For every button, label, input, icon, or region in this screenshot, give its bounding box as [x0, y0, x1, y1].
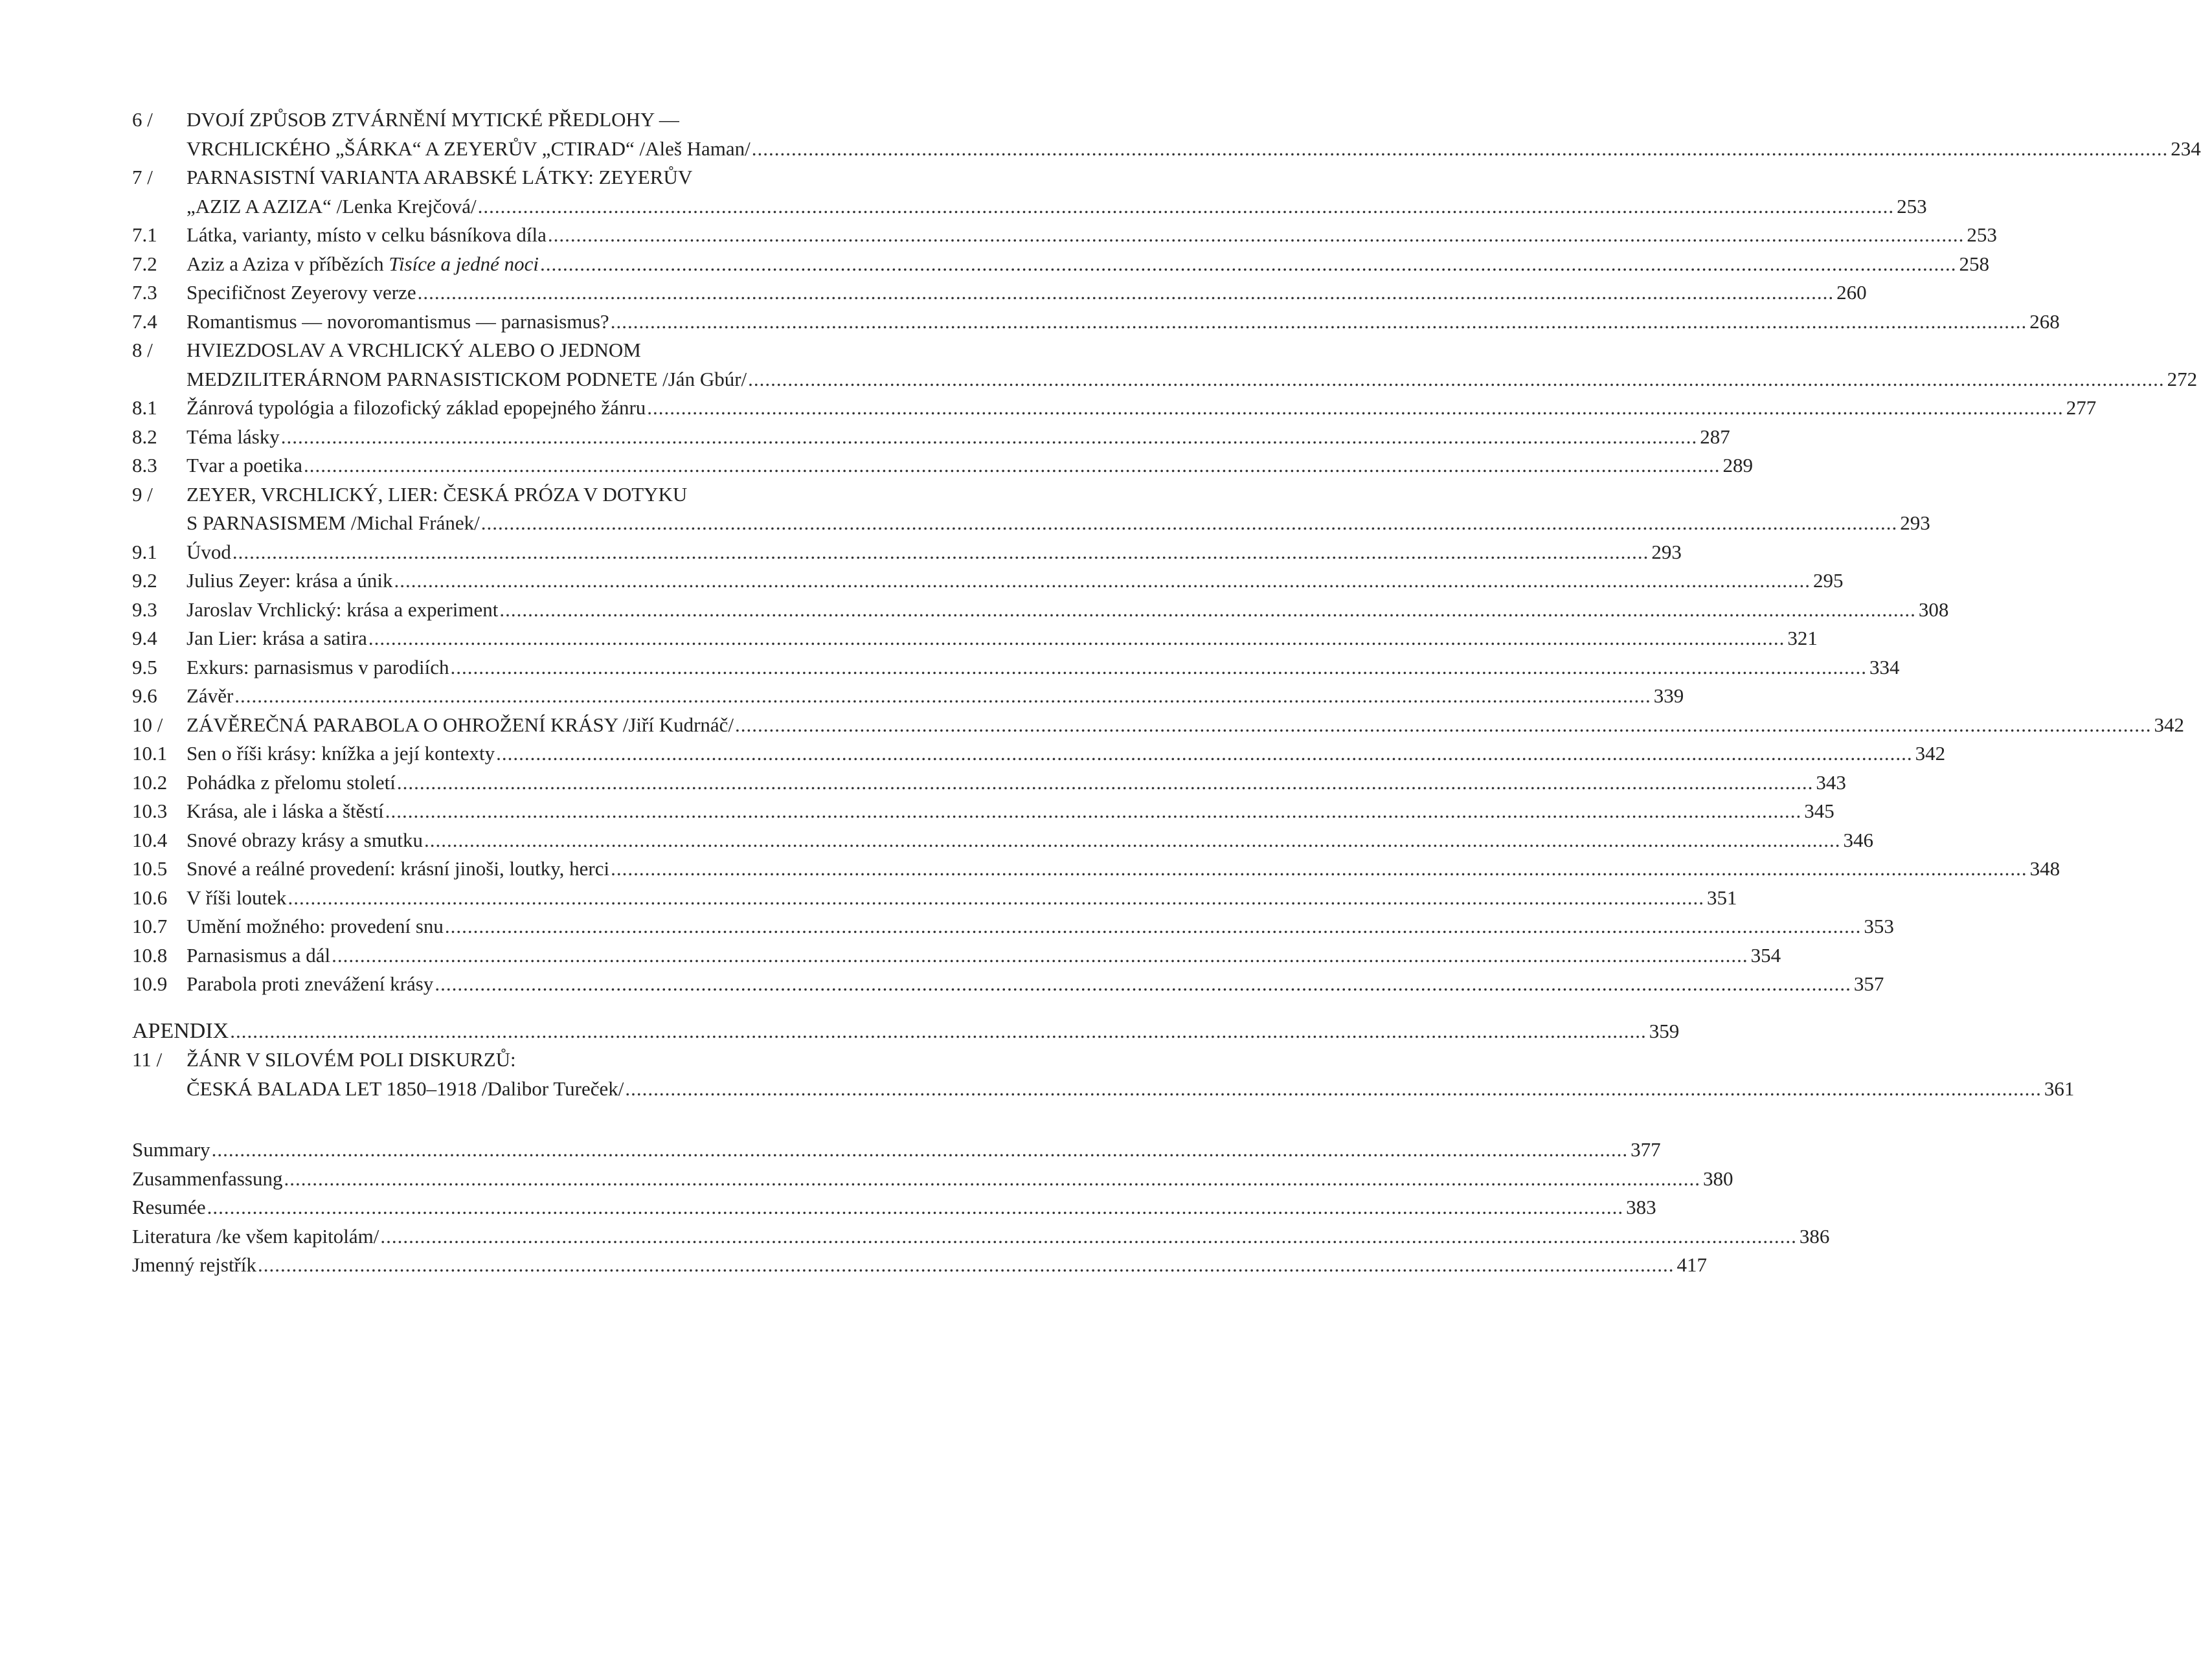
- page-number: 346: [1843, 828, 1874, 851]
- page-number: 343: [1816, 770, 1846, 794]
- dot-leader: [288, 884, 1704, 913]
- entry-title-text: ŽÁNR V SILOVÉM POLI DISKURZŮ:: [186, 1048, 516, 1071]
- entry-title: [186, 739, 495, 768]
- dot-leader: [207, 1193, 1624, 1222]
- entry-title: [186, 106, 679, 135]
- page-number: 321: [1787, 627, 1818, 649]
- entry-title-italic: Tisíce a jedné noci: [389, 252, 539, 275]
- entry-title: [186, 797, 384, 826]
- entry-number: 7.3: [132, 281, 157, 304]
- entry-title: [132, 1165, 282, 1194]
- entry-number: 10.8: [132, 943, 168, 967]
- entry-number: 10.3: [132, 800, 168, 822]
- toc-entry: [132, 1017, 1680, 1046]
- entry-title-text: Snové obrazy krásy a smutku: [186, 828, 423, 851]
- dot-leader: [418, 278, 1834, 308]
- entry-title: [186, 941, 330, 970]
- entry-title-text: Látka, varianty, místo v celku básníkova díla: [186, 223, 547, 246]
- entry-title-text: Parnasismus a dál: [186, 943, 331, 967]
- entry-number: 10.1: [132, 742, 168, 765]
- page-number: 348: [2029, 857, 2060, 880]
- page-number: 342: [1915, 742, 1946, 765]
- page-number: 357: [1853, 972, 1884, 995]
- toc-entry: [132, 797, 1834, 826]
- entry-title: [186, 884, 286, 913]
- dot-leader: [380, 1222, 1797, 1251]
- dot-leader: [445, 912, 1862, 941]
- toc-entry: [132, 250, 1990, 279]
- page-number: 339: [1653, 684, 1684, 707]
- toc-entry: [132, 768, 1846, 798]
- dot-leader: [451, 653, 1868, 682]
- entry-title-text: Jan Lier: krása a satira: [186, 627, 367, 649]
- spacer: [132, 1103, 1040, 1136]
- page-number: 380: [1702, 1167, 1733, 1190]
- page-number: 293: [1900, 511, 1930, 534]
- dot-leader: [212, 1136, 1629, 1165]
- dot-leader: [647, 394, 2064, 423]
- entry-title: [186, 308, 609, 337]
- dot-leader: [234, 682, 1651, 711]
- entry-title-text: Sen o říši krásy: knížka a její kontexty: [186, 742, 495, 765]
- entry-title-text: VRCHLICKÉHO „ŠÁRKA“ A ZEYERŮV „CTIRAD“ /Aleš Haman/: [186, 137, 751, 160]
- entry-title-text: „AZIZ A AZIZA“ /Lenka Krejčová/: [186, 194, 477, 218]
- entry-title: [186, 855, 609, 884]
- entry-title-text: Julius Zeyer: krása a únik: [186, 569, 393, 592]
- entry-title: [186, 250, 539, 279]
- dot-leader: [232, 538, 1649, 567]
- toc-entry: [132, 1136, 1661, 1165]
- entry-number: 8 /: [132, 339, 153, 361]
- entry-title-text: Pohádka z přelomu století: [186, 770, 396, 794]
- entry-number: 9.2: [132, 569, 157, 592]
- entry-title-text: Parabola proti znevážení krásy: [186, 972, 434, 995]
- toc-entry: [132, 451, 1754, 480]
- entry-number: 10.2: [132, 770, 168, 794]
- dot-leader: [230, 1017, 1647, 1046]
- entry-title-text: Závěr: [186, 684, 234, 707]
- entry-title: [186, 711, 734, 740]
- dot-leader: [284, 1165, 1700, 1194]
- entry-title: [186, 826, 423, 855]
- entry-title-text: ČESKÁ BALADA LET 1850–1918 /Dalibor Tureček/: [186, 1077, 624, 1100]
- dot-leader: [748, 365, 2165, 394]
- entry-number: 7.2: [132, 252, 157, 275]
- entry-number: 8.2: [132, 425, 157, 448]
- toc-entry: [132, 308, 2060, 337]
- toc-entry: [132, 884, 1737, 913]
- entry-number: 10 /: [132, 713, 163, 736]
- entry-title-text: Exkurs: parnasismus v parodiích: [186, 655, 449, 678]
- entry-title: [186, 423, 280, 452]
- entry-title-text: Aziz a Aziza v příbězích: [186, 252, 389, 275]
- dot-leader: [397, 768, 1814, 798]
- page-number: 234: [2171, 137, 2201, 160]
- entry-number: 7.4: [132, 309, 157, 333]
- entry-number: 9.4: [132, 627, 157, 649]
- dot-leader: [435, 970, 1851, 999]
- entry-title-text: APENDIX: [132, 1018, 229, 1043]
- toc-entry: [132, 941, 1781, 970]
- toc-entry: [132, 1222, 1830, 1251]
- spacer: [132, 999, 1040, 1017]
- entry-title: [186, 394, 646, 423]
- entry-title-text: Krása, ale i láska a štěstí: [186, 800, 384, 822]
- entry-number: 10.5: [132, 857, 168, 880]
- toc-entry: [132, 106, 1040, 135]
- toc-entry: [132, 509, 1930, 538]
- entry-title: [186, 480, 687, 510]
- entry-title-text: V říši loutek: [186, 886, 287, 909]
- toc-entry: [132, 278, 1867, 308]
- dot-leader: [611, 308, 2027, 337]
- page-number: 253: [1967, 223, 1997, 246]
- page-number: 293: [1651, 540, 1682, 563]
- toc-entry: [132, 1046, 1040, 1075]
- entry-number: 10.7: [132, 915, 168, 937]
- entry-number: 11 /: [132, 1048, 163, 1071]
- entry-title: [186, 1075, 624, 1104]
- page-number: 361: [2044, 1077, 2075, 1100]
- toc-entry: [132, 538, 1682, 567]
- dot-leader: [258, 1251, 1675, 1280]
- toc-chapter-list: [132, 106, 2201, 999]
- toc-entry: [132, 336, 1040, 365]
- dot-leader: [478, 192, 1895, 221]
- entry-number: 10.6: [132, 886, 168, 909]
- page-number: 353: [1864, 915, 1894, 937]
- page-number: 351: [1706, 886, 1737, 909]
- entry-number: 10.9: [132, 972, 168, 995]
- entry-title: [186, 509, 480, 538]
- entry-title: [132, 1017, 229, 1046]
- dot-leader: [611, 855, 2027, 884]
- dot-leader: [735, 711, 2152, 740]
- toc-back-matter-list: [132, 1136, 1830, 1280]
- toc-entry: [132, 596, 1949, 625]
- toc-entry: [132, 739, 1946, 768]
- dot-leader: [499, 596, 1916, 625]
- entry-title: [186, 912, 444, 941]
- toc-entry: [132, 682, 1684, 711]
- toc-entry: [132, 192, 1927, 221]
- entry-title-text: Jmenný rejstřík: [132, 1253, 256, 1276]
- dot-leader: [548, 221, 1965, 250]
- entry-title-text: Umění možného: provedení snu: [186, 915, 444, 937]
- page-number: 272: [2167, 367, 2198, 390]
- page-number: 289: [1722, 454, 1754, 476]
- entry-number: 7 /: [132, 166, 153, 188]
- entry-title-text: Tvar a poetika: [186, 454, 303, 476]
- entry-title: [186, 768, 396, 798]
- dot-leader: [496, 739, 1913, 768]
- entry-title: [186, 624, 367, 653]
- dot-leader: [424, 826, 1841, 855]
- entry-title-text: Specifičnost Zeyerovy verze: [186, 281, 416, 304]
- dot-leader: [394, 566, 1811, 596]
- page-number: 383: [1626, 1196, 1656, 1218]
- entry-title-text: Téma lásky: [186, 425, 280, 448]
- page-number: 386: [1799, 1224, 1830, 1248]
- entry-title-text: DVOJÍ ZPŮSOB ZTVÁRNĚNÍ MYTICKÉ PŘEDLOHY —: [186, 108, 679, 131]
- entry-title: [186, 970, 433, 999]
- toc-entry: [132, 1251, 1707, 1280]
- entry-title-text: Romantismus — novoromantismus — parnasismus?: [186, 309, 609, 333]
- dot-leader: [304, 451, 1721, 480]
- dot-leader: [368, 624, 1785, 653]
- toc-entry: [132, 970, 1884, 999]
- page-number: 308: [1918, 598, 1949, 621]
- toc-appendix-list: [132, 1046, 2075, 1103]
- page-number: 359: [1649, 1019, 1680, 1042]
- entry-title: [186, 278, 416, 308]
- table-of-contents: [132, 106, 2201, 1280]
- entry-title-text: Resumée: [132, 1196, 206, 1218]
- entry-number: 9.1: [132, 540, 157, 563]
- entry-title-text: Jaroslav Vrchlický: krása a experiment: [186, 598, 499, 621]
- toc-entry: [132, 480, 1040, 510]
- toc-entry: [132, 912, 1894, 941]
- toc-entry: [132, 566, 1844, 596]
- toc-entry: [132, 1193, 1656, 1222]
- entry-title: [186, 163, 692, 192]
- entry-title-text: ZÁVĚREČNÁ PARABOLA O OHROŽENÍ KRÁSY /Jiří Kudrnáč/: [186, 713, 734, 736]
- page-number: 334: [1869, 655, 1900, 678]
- toc-entry: [132, 423, 1730, 452]
- entry-number: 8.1: [132, 396, 157, 419]
- entry-title: [186, 365, 747, 394]
- page-number: 277: [2066, 396, 2097, 419]
- entry-title: [132, 1251, 256, 1280]
- entry-number: 8.3: [132, 454, 157, 476]
- dot-leader: [540, 250, 1957, 279]
- entry-number: 6 /: [132, 108, 153, 131]
- page-number: 258: [1959, 252, 1990, 275]
- entry-number: 10.4: [132, 828, 168, 851]
- entry-title-text: Literatura /ke všem kapitolám/: [132, 1224, 379, 1248]
- toc-entry: [132, 365, 2198, 394]
- toc-entry: [132, 135, 2201, 164]
- entry-title: [132, 1222, 379, 1251]
- page-number: 260: [1836, 281, 1867, 304]
- dot-leader: [481, 509, 1898, 538]
- entry-title-text: Žánrová typológia a filozofický základ epopejného žánru: [186, 396, 646, 419]
- entry-number: 9.5: [132, 655, 157, 678]
- entry-title-text: Úvod: [186, 540, 231, 563]
- entry-title-text: S PARNASISMEM /Michal Fránek/: [186, 511, 480, 534]
- toc-appendix-heading: [132, 1017, 1680, 1046]
- page-number: 377: [1631, 1138, 1661, 1161]
- entry-number: 9.3: [132, 598, 157, 621]
- toc-entry: [132, 221, 1997, 250]
- entry-title-text: Zusammenfassung: [132, 1167, 283, 1190]
- entry-title: [186, 596, 498, 625]
- entry-number: 7.1: [132, 223, 157, 246]
- entry-title: [186, 336, 641, 365]
- entry-title: [132, 1136, 210, 1165]
- entry-title: [186, 135, 751, 164]
- entry-title: [132, 1193, 206, 1222]
- entry-title: [186, 451, 302, 480]
- toc-entry: [132, 826, 1874, 855]
- page-number: 295: [1813, 569, 1844, 592]
- toc-entry: [132, 624, 1818, 653]
- page-number: 268: [2029, 309, 2060, 333]
- toc-entry: [132, 1165, 1733, 1194]
- page-number: 354: [1750, 943, 1781, 967]
- toc-entry: [132, 394, 2097, 423]
- entry-title: [186, 682, 233, 711]
- dot-leader: [332, 941, 1748, 970]
- page-number: 342: [2154, 713, 2185, 736]
- dot-leader: [281, 423, 1698, 452]
- entry-title: [186, 538, 231, 567]
- entry-title-text: ZEYER, VRCHLICKÝ, LIER: ČESKÁ PRÓZA V DOTYKU: [186, 482, 688, 506]
- page-number: 417: [1676, 1253, 1707, 1276]
- toc-entry: [132, 711, 2185, 740]
- page-number: 345: [1804, 800, 1834, 822]
- entry-title: [186, 653, 449, 682]
- entry-title: [186, 221, 547, 250]
- page-number: 253: [1897, 194, 1927, 218]
- toc-entry: [132, 855, 2060, 884]
- entry-title-text: MEDZILITERÁRNOM PARNASISTICKOM PODNETE /Ján Gbúr/: [186, 367, 747, 390]
- dot-leader: [385, 797, 1802, 826]
- dot-leader: [752, 135, 2169, 164]
- entry-title-text: HVIEZDOSLAV A VRCHLICKÝ ALEBO O JEDNOM: [186, 339, 641, 361]
- entry-title: [186, 1046, 516, 1075]
- entry-number: 9.6: [132, 684, 157, 707]
- entry-title: [186, 566, 393, 596]
- entry-title-text: Snové a reálné provedení: krásní jinoši, loutky, herci: [186, 857, 610, 880]
- entry-title: [186, 192, 477, 221]
- toc-entry: [132, 163, 1040, 192]
- entry-number: 9 /: [132, 482, 153, 506]
- dot-leader: [625, 1075, 2042, 1104]
- entry-title-text: Summary: [132, 1138, 210, 1161]
- toc-entry: [132, 653, 1900, 682]
- page-number: 287: [1700, 425, 1730, 448]
- toc-entry: [132, 1075, 2075, 1104]
- entry-title-text: PARNASISTNÍ VARIANTA ARABSKÉ LÁTKY: ZEYERŮV: [186, 166, 693, 188]
